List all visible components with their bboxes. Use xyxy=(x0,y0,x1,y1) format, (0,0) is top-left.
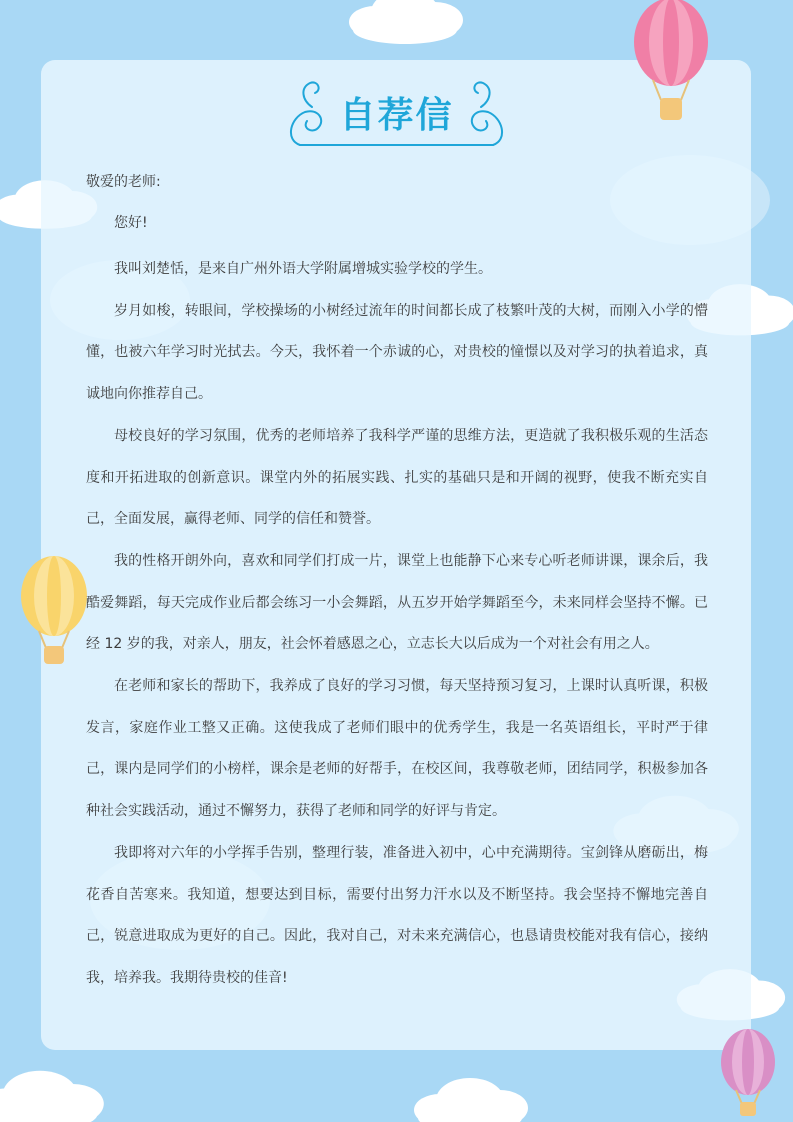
page-title: 自荐信 xyxy=(339,95,454,136)
salutation: 您好! xyxy=(114,215,148,231)
paragraph: 母校良好的学习氛围，优秀的老师培养了我科学严谨的思维方法，更造就了我积极乐观的生活态度和开拓进取的创新意识。课堂内外的拓展实践、扎实的基础只是和开阔的视野，使我不断充实自己，全面发展，赢得老师、同学的信任和赞誉。 xyxy=(86,427,708,528)
greeting: 敬爱的老师: xyxy=(86,174,161,190)
title-area xyxy=(0,0,793,160)
paragraph: 我叫刘楚恬，是来自广州外语大学附属增城实验学校的学生。 xyxy=(114,261,492,277)
paragraph: 我即将对六年的小学挥手告别，整理行装，准备进入初中，心中充满期待。宝剑锋从磨砺出，梅花香自苦寒来。我知道，想要达到目标，需要付出努力汗水以及不断坚持。我会坚持不懈地完善自己，锐意进取成为更好的自己。因此，我对自己，对未来充满信心，也恳请贵校能对我有信心，接纳我，培养我。我期待贵校的佳音! xyxy=(86,844,708,986)
paragraph: 岁月如梭，转眼间，学校操场的小树经过流年的时间都长成了枝繁叶茂的大树，而刚入小学的懵懂，也被六年学习时光拭去。今天，我怀着一个赤诚的心，对贵校的憧憬以及对学习的执着追求，真诚地向你推荐自己。 xyxy=(86,302,708,403)
paragraph: 在老师和家长的帮助下，我养成了良好的学习习惯，每天坚持预习复习，上课时认真听课，积极发言，家庭作业工整又正确。这使我成了老师们眼中的优秀学生，我是一名英语组长，平时严于律己，课内是同学们的小榜样，课余是老师的好帮手，在校区间，我尊敬老师，团结同学，积极参加各种社会实践活动，通过不懈努力，获得了老师和同学的好评与肯定。 xyxy=(86,678,708,820)
paragraph: 我的性格开朗外向，喜欢和同学们打成一片，课堂上也能静下心来专心听老师讲课，课余后，我酷爱舞蹈，每天完成作业后都会练习一小会舞蹈，从五岁开始学舞蹈至今，未来同样会坚持不懈。已经 12 岁的我，对亲人，朋友，社会怀着感恩之心，立志长大以后成为一个对社会有用之人。 xyxy=(86,552,708,653)
letter-body xyxy=(86,168,708,1000)
